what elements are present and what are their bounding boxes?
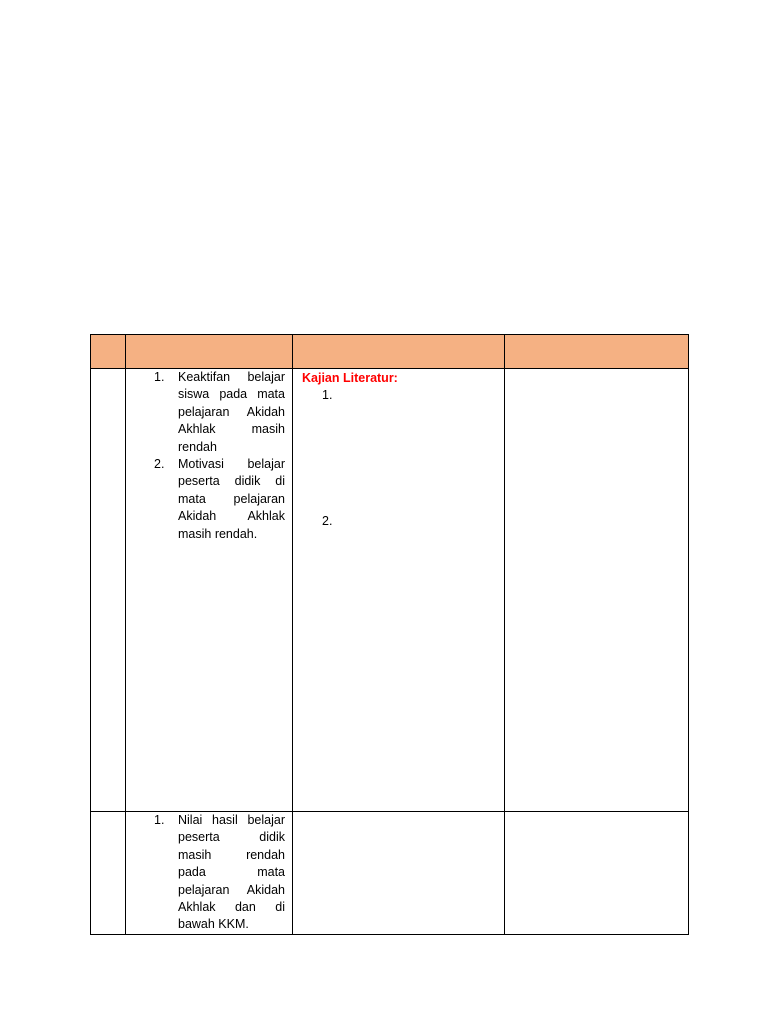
- table-row: [91, 369, 689, 812]
- row1-problem-list: [126, 369, 292, 543]
- row2-literature-cell: [293, 812, 505, 935]
- list-item-text: Keaktifan belajar siswa pada mata pelajaran Akidah Akhlak masih rendah: [178, 370, 285, 454]
- row1-notes-cell: [505, 369, 689, 812]
- list-item: [126, 456, 292, 543]
- row1-no-cell: [91, 369, 126, 812]
- row2-no-cell: [91, 812, 126, 935]
- header-cell-notes: [505, 335, 689, 369]
- list-item-number: 2.: [154, 457, 165, 472]
- literature-item-number: 2.: [322, 513, 333, 528]
- row1-problem-cell: [126, 369, 293, 812]
- table-row: [91, 812, 689, 935]
- row1-literature-cell: [293, 369, 505, 812]
- list-item: [126, 369, 292, 456]
- kajian-literatur-title: Kajian Literatur:: [302, 371, 398, 385]
- list-item-text: Motivasi belajar peserta didik di mata pelajaran Akidah Akhlak masih rendah.: [178, 457, 285, 541]
- literature-item-number: 1.: [322, 388, 333, 403]
- list-item-number: 1.: [154, 813, 165, 827]
- list-item: [126, 812, 292, 934]
- header-cell-no: [91, 335, 126, 369]
- list-item-text: Nilai hasil belajar peserta didik masih rendah pada mata pelajaran Akidah Akhlak dan di bawah KKM.: [178, 813, 285, 932]
- row2-problem-cell: [126, 812, 293, 935]
- header-cell-literature: [293, 335, 505, 369]
- row2-notes-cell: [505, 812, 689, 935]
- header-cell-problem: [126, 335, 293, 369]
- literature-gap: [293, 405, 504, 513]
- analysis-table: [90, 334, 689, 935]
- row2-problem-list: [126, 812, 292, 934]
- list-item-number: 1.: [154, 370, 165, 384]
- table-header-row: [91, 335, 689, 369]
